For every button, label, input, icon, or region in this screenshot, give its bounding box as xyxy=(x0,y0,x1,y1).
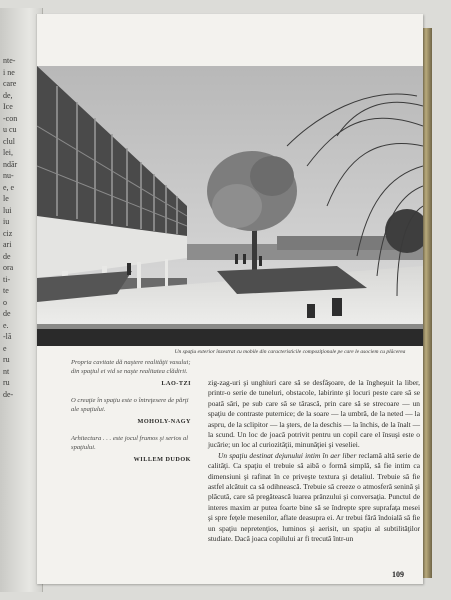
paragraph-body: reclamă altă serie de calităţi. Ca spaţiu el trebuie să aibă o formă simplă, să fie intim ca dimensiuni şi rafinat în ce priveşte textura şi detaliul. Trebuie să fie astfel alcătuit ca să odihnească. Trebuie să creeze o atmosferă senină şi plăcută, care să pregătească luarea prânzului şi conversaţia. Punctul de interes maxim ar putea foarte bine să se îndrepte spre suprafaţa mesei şi spre feţele mesenilor, aflate deasupra ei. Ar trebui fără îndoială să fie un spaţiu nepretenţios, luminos şi aerisit, un spaţiu al subtilităţilor studiate. Dacă joaca copilului ar fi trecută într-un xyxy=(208,450,420,544)
left-page-text-fragment: lei, xyxy=(3,148,13,157)
quote xyxy=(71,435,191,463)
left-page-text-fragment: ndăr xyxy=(3,159,18,169)
left-page-text-fragment: u cu xyxy=(3,125,17,134)
left-page-text-fragment: ru xyxy=(3,378,10,387)
left-page-text-fragment: -con xyxy=(3,113,18,123)
left-page-text-fragment: de- xyxy=(3,389,14,399)
left-page-text-fragment: de, xyxy=(3,90,13,100)
left-page-text-fragment: e xyxy=(3,343,7,353)
left-page-text-fragment: o xyxy=(3,297,7,307)
left-page-text-fragment: e. xyxy=(3,320,9,330)
left-page-text-fragment: ru xyxy=(3,355,10,364)
paragraph: zig-zag-uri şi unghiuri care să se desfăşoare, de la îngheşuit la liber, printr-o serie de tuneluri, obstacole, labirinte şi locuri peste care să se poată sări, pe sub care să se târască, prin care să se strecoare — un spaţiu de contraste puternice; de la soare — la umbră, de la neted — la aspru, de la sclipitor — la şters, de la deschis — la închis, de la înalt — la scund. Un loc de joacă potrivit pentru un copil care el însuşi este o jucărie; un loc al curiozităţii, minunăţiei şi veseliei. xyxy=(208,378,420,450)
left-page-text-fragment: nt xyxy=(3,366,10,376)
book-spine xyxy=(422,28,432,578)
body-text xyxy=(208,378,420,545)
left-page-text-fragment: lui xyxy=(3,205,12,215)
quote xyxy=(71,359,191,387)
quote xyxy=(71,397,191,425)
left-page-text-fragment: ti- xyxy=(3,274,11,284)
page-number: 109 xyxy=(392,570,404,579)
left-page-text-fragment: ora xyxy=(3,263,14,272)
left-page-text-fragment: le xyxy=(3,194,9,203)
photo-caption: Un spaţiu exterior înzestrat cu mobile din caracteristicile compoziţionale pe care le asociem cu plăcerea xyxy=(174,349,406,355)
left-page-text-fragment: te xyxy=(3,286,9,295)
quote-author: MOHOLY-NAGY xyxy=(137,418,191,425)
paragraph-lead: Un spaţiu destinat dejunului intim în aer liber xyxy=(218,450,357,460)
left-page-text-fragment: nte- xyxy=(3,56,16,65)
left-page-text-fragment: de xyxy=(3,309,11,318)
left-page-text-fragment: clul xyxy=(3,136,15,146)
left-page-text-fragment: ciz xyxy=(3,228,13,238)
book-page xyxy=(36,14,423,584)
left-page-text-fragment: de xyxy=(3,251,11,261)
left-page-text-fragment: e, e xyxy=(3,182,15,192)
quote-author: WILLEM DUDOK xyxy=(133,456,191,463)
left-page-text-fragment: nu- xyxy=(3,171,14,180)
left-page-text-fragment: iu xyxy=(3,217,10,226)
left-page-text-fragment: -lă xyxy=(3,332,12,341)
quotes-column xyxy=(71,359,191,473)
quote-text: Arhitectura . . . este jocul frumos şi serios al spaţiului. xyxy=(71,435,189,451)
left-page-text-fragment: ari xyxy=(3,240,12,249)
quote-author: LAO-TZI xyxy=(161,380,191,387)
left-page-text-fragment: Ice xyxy=(3,102,13,111)
quote-text: Propria cavitate dă naştere realităţii vasului; din spaţiul ei vid se naşte realitatea clădirii. xyxy=(71,359,191,375)
quote-text: O creaţie în spaţiu este o întreţesere de părţi ale spaţiului. xyxy=(71,397,189,413)
left-page-text-fragment: care xyxy=(3,79,17,88)
paragraph xyxy=(208,451,420,545)
left-page-text-fragment: i ne xyxy=(3,67,15,77)
courtyard-photo xyxy=(37,66,423,346)
